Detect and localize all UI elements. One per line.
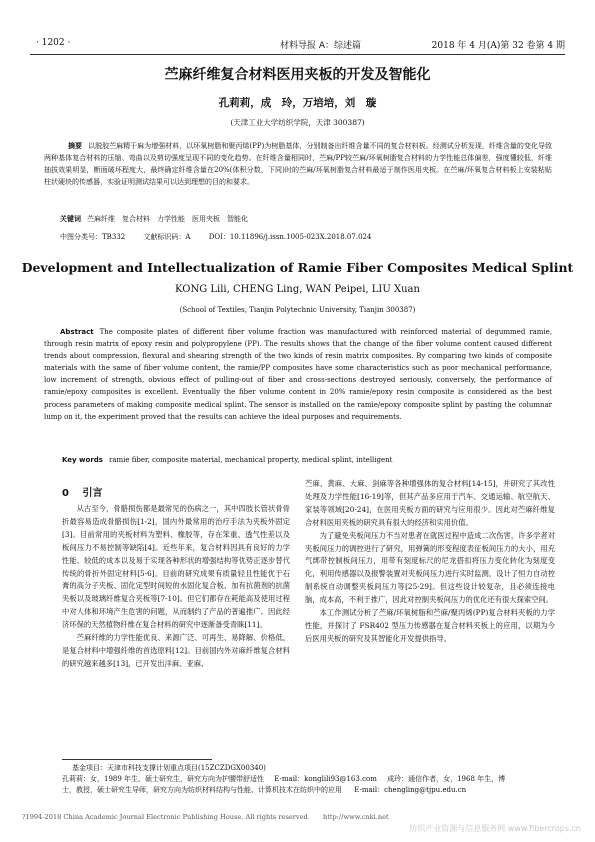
abstract-en-text: The composite plates of different fiber volume fraction was manufactured with reinforced material of degummed ramie, through resin matrix of epoxy resin and polypropylene (PP). The results shows that the change of the fiber volume content caused different trends about compression, flexural and shearing strength of the two kinds of resin matrix composites. By comparing two kinds of composite materials with the same of fiber volume content, the ramie/PP composites have some characteristics such as poor mechanical performance, low increment of strength, obvious effect of pulling-out of fiber and cross-sections destroyed seriously, conversely, the performance of ramie/epoxy composites is excellent. Eventually the fiber volume content in 20% ramie/epoxy resin composite is considered as the best process parameters of making composite medical splint. The sensor is installed on the ramie/epoxy composite splint by pasting the columnar lump on it, the experiment proved that the results can achieve the ideal purposes and requirements. <box>44 328 552 421</box>
author-note-line <box>62 785 552 796</box>
section-title: 引言 <box>82 488 103 499</box>
keywords-en-label: Key words <box>62 456 103 464</box>
keywords-en-text: ramie fiber, composite material, mechanical property, medical splint, intelligent <box>108 456 393 464</box>
doi: DOI：10.11896/j.issn.1005-023X.2018.07.024 <box>208 233 372 241</box>
document-code: 文献标识码：A <box>143 233 191 241</box>
keywords-cn-text: 苎麻纤维 复合材料 力学性能 医用夹板 智能化 <box>87 215 248 223</box>
clc-number: 中图分类号：TB332 <box>60 233 126 241</box>
paragraph: 为了避免夹板间压力不当对患者在就医过程中造成二次伤害，许多学者对夹板间压力的调控进行了研究，用弹簧的形变程度表征板间压力的大小，用充气绑带控制板间压力，用带有刻度标尺的尼龙搭扣将压力变化转化为刻度变化，利用传感器以及报警装置对夹板间压力进行实时监测，设计了恒力自动控制系统自动调整夹板间压力等[25-29]。但这些设计较复杂，且必须连接电脑，成本高，不利于推广，因此对控制夹板间压力的优化还有很大探索空间。 <box>305 530 555 605</box>
copyright-footer: ?1994-2018 China Academic Journal Electronic Publishing House. All rights reserved. http://www.cnki.net <box>22 813 389 821</box>
page-number: · 1202 · <box>36 38 71 48</box>
affiliation-cn: (天津工业大学纺织学院，天津 300387) <box>230 118 365 127</box>
section-number: 0 <box>62 488 69 499</box>
abstract-cn-text: 以脱胶苎麻精干麻为增强材料，以环氧树脂和聚丙烯(PP)为树脂基体，分别制备出纤维含量不同的复合材料板。经测试分析发现，纤维含量的变化导致两种基体复合材料的压缩、弯曲以及剪切强度呈现不同的变化趋势。在纤维含量相同时，苎麻/PP较苎麻/环氧树脂复合材料的力学性能总体偏差，强度懂较低，纤维抽拔效果明显，断面破坏程度大，最终确定纤维含量在20%(体积分数，下同)时的苎麻/环氧树脂复合材料最适于制作医用夹板。在苎麻/环氧复合材料板上安装粘贴柱状硬块的传感器，实验证明测试结果可以达到理想的目的和要求。 <box>44 142 553 187</box>
email-kong: E-mail：konglili93@163.com <box>274 775 377 783</box>
classification <box>60 232 371 242</box>
paragraph: 本工作测试分析了苎麻/环氧树脂和苎麻/聚丙烯(PP)复合材料夹板的力学性能，并探讨了 FSR402 型压力传感器在复合材料夹板上的应用，以期为今后医用夹板的研究及其智能化开发提供指导。 <box>305 608 555 643</box>
authors-cn: 孔莉莉，成 玲，万培培，刘 璇 <box>218 97 377 109</box>
section-heading <box>62 484 102 499</box>
author-note-c: 成玲：通信作者，女，1968 年生，博 <box>387 775 506 783</box>
paragraph: 苎麻、黄麻、大麻、剑麻等各种增强体的复合材料[14-15]，并研究了其改性处理及力学性能[16-19]等，但其产品多应用于汽车、交通运输、航空航天、家装等领域[20-24]，在医用夹板方面的研究与应用很少。因此对苎麻纤维复合材料医用夹板的研究具有很大的经济和实用价值。 <box>305 479 555 527</box>
authors-en: KONG Lili, CHENG Ling, WAN Peipei, LIU Xuan <box>175 284 420 295</box>
paragraph: 苎麻纤维的力学性能优良、来源广泛、可再生、易降解、价格低，是复合材料中增强纤维的首选原料[12]。目前国内外对麻纤维复合材料的研究越来越多[13]，已开发出洋麻、亚麻、 <box>62 633 290 668</box>
keywords-cn-label: 关键词 <box>60 215 81 223</box>
issue-info: 2018 年 4 月(A)第 32 卷第 4 期 <box>431 41 565 51</box>
author-note-d: 士，教授，硕士研究生导师，研究方向为纺织材料结构与性能、计算机技术在纺织中的应用 <box>62 786 342 794</box>
title-cn: 苎麻纤维复合材料医用夹板的开发及智能化 <box>164 67 431 83</box>
fund-note: 基金项目：天津市科技支撑计划重点项目(15ZCZDGX00340) <box>72 764 266 772</box>
abstract-en <box>44 326 552 423</box>
header-rule <box>30 54 565 55</box>
running-header <box>30 38 565 52</box>
email-cheng: E-mail：chengling@tjpu.edu.cn <box>354 786 467 794</box>
author-note-line <box>62 774 552 785</box>
journal-name: 材料导报 A：综述篇 <box>280 41 362 51</box>
footnote <box>62 763 552 796</box>
author-note-a: 孔莉莉：女，1989 年生，硕士研究生，研究方向为护腰带舒适性 <box>62 775 265 783</box>
keywords-en <box>62 456 392 464</box>
footnote-rule <box>62 759 212 760</box>
left-column <box>62 503 290 671</box>
title-en: Development and Intellectualization of Ramie Fiber Composites Medical Splint <box>21 260 574 275</box>
right-column <box>305 478 555 646</box>
affiliation-en: (School of Textiles, Tianjin Polytechnic University, Tianjin 300387) <box>179 306 416 314</box>
abstract-en-label: Abstract <box>60 328 94 336</box>
watermark: 纺织产业资源与信息服务网 www.fibercrops.cn <box>409 824 581 833</box>
keywords-cn <box>60 214 248 224</box>
abstract-cn <box>44 140 552 188</box>
abstract-cn-label: 摘要 <box>68 142 83 150</box>
paragraph: 从古至今，骨骼损伤都是最常见的伤病之一，其中四肢长管状骨骨折最容易造成骨骼损伤[1-2]，国内外最常用的治疗手法为夹板外固定[3]。目前常用的夹板材料为塑料、橡胶等，存在笨重、透气性差以及板间压力不易控制等缺陷[4]。近些年来，复合材料因具有良好的力学性能、较低的成本以及易于实现各种形状的增强结构等优势正逐步替代传统的骨折外固定材料[5-6]。目前的研究成果有质量轻且性能优于石膏的高分子夹板、固化定型时间短的水固化复合板、加有抗菌剂的抗菌夹板以及玻璃纤维复合夹板等[7-10]。但它们都存在耗能高及使用过程中对人体和环境产生危害的问题，从而制约了产品的普遍推广。因此经济环保的天然植物纤维在复合材料的研究中逐渐备受青睐[11]。 <box>62 504 290 630</box>
